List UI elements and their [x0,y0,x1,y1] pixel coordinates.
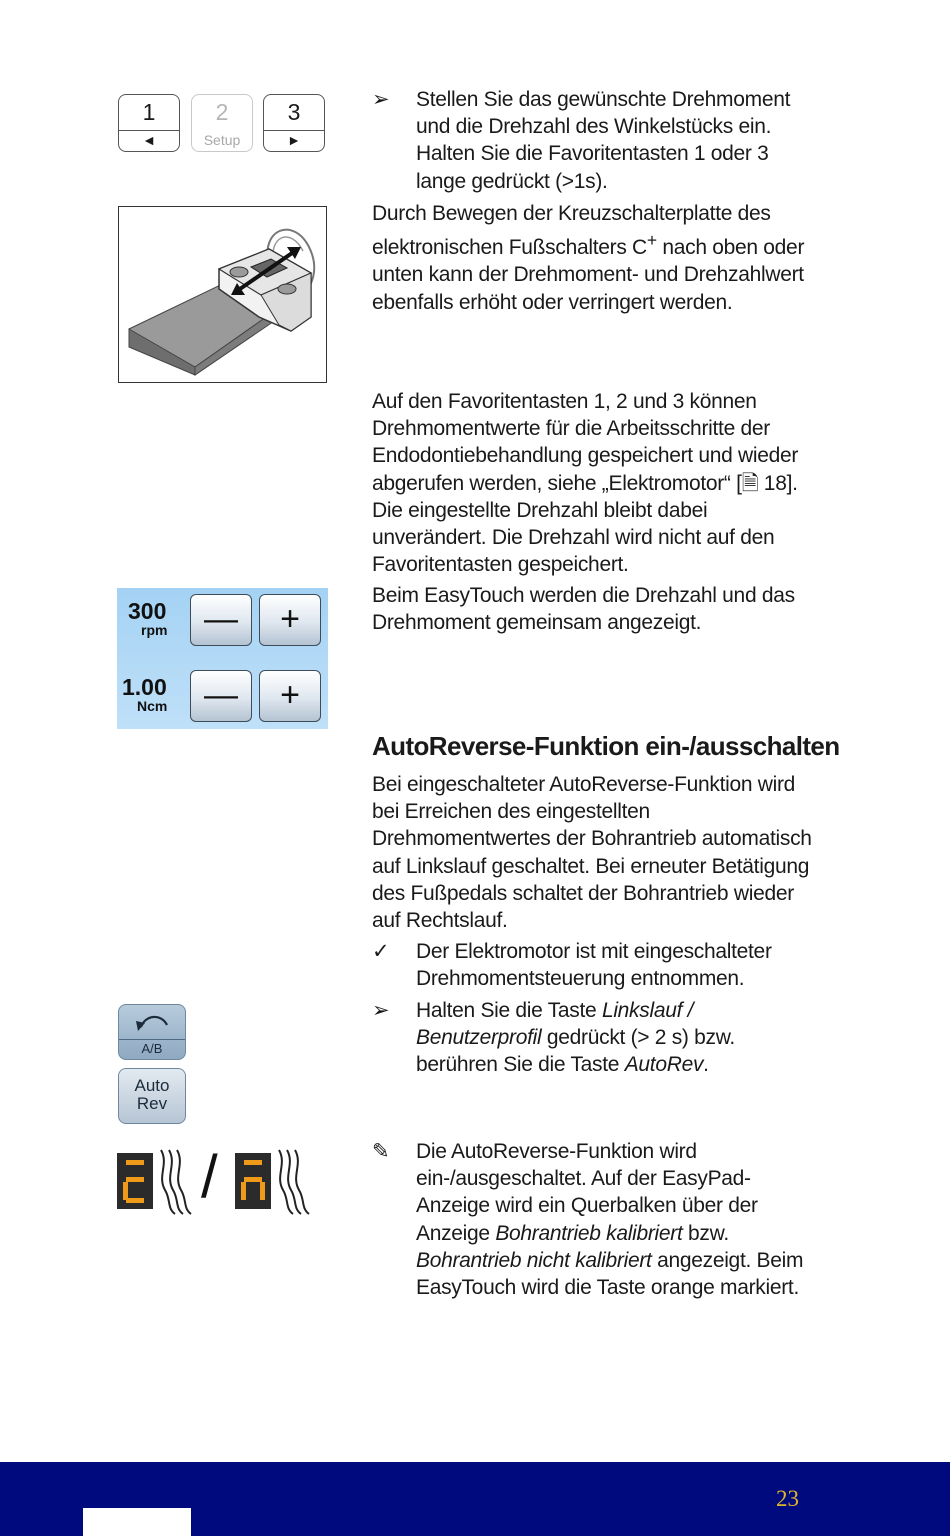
page-number: 23 [776,1486,799,1511]
paragraph-autoreverse: Bei eingeschalteter AutoReverse-Funktion wird bei Erreichen des eingestellten Drehmomentwertes der Bohrantrieb automatisch auf Linkslauf geschaltet. Bei erneuter Betätigung des Fußpedals schaltet der Bohrantrieb wieder auf Rechtslauf. [372,773,812,933]
result-icon: ✎ [372,1140,390,1163]
step-text: Stellen Sie das gewünschte Drehmoment und die Drehzahl des Winkelstücks ein. Halten Sie die Favoritentasten 1 oder 3 lange gedrückt (>1s). [416,88,791,193]
foot-switch-icon [119,207,327,383]
arrow-icon: ➢ [372,88,390,111]
paragraph-easytouch: Beim EasyTouch werden die Drehzahl und das Drehmoment gemeinsam angezeigt. [372,584,795,635]
plus-icon: + [280,600,300,638]
favorite-key-2-setup[interactable] [191,94,253,152]
arrow-icon: ➢ [372,999,390,1022]
check-icon: ✓ [372,940,390,963]
torque-plus-button[interactable] [259,670,321,722]
key-label: Auto Rev [134,1076,170,1113]
section-heading: AutoReverse-Funktion ein-/ausschalten [372,731,840,761]
step-text: Halten Sie die Taste Linkslauf / Benutzerprofil gedrückt (> 2 s) bzw. berühren Sie die Taste AutoRev. [416,999,735,1077]
check-text: Der Elektromotor ist mit eingeschalteter Drehmomentsteuerung entnommen. [416,940,772,991]
page-footer [0,1462,950,1536]
favorite-key-3[interactable] [263,94,325,152]
display-separator: / [201,1143,218,1210]
easypad-display-illustration [117,1143,317,1216]
left-arrow-icon: ◄ [119,130,179,149]
setup-label: Setup [203,132,241,148]
footer-tab [83,1508,191,1536]
key-number: 2 [215,99,229,125]
foot-switch-illustration [118,206,327,383]
torque-value: 1.00 [122,674,167,700]
paragraph-favorites: Auf den Favoritentasten 1, 2 und 3 können Drehmomentwerte für die Arbeitsschritte der Endodontiebehandlung gespeichert und wieder abgerufen werden, siehe „Elektromotor“ [🗎 18]. Die eingestellte Drehzahl bleibt dabei unverändert. Die Drehzahl wird nicht auf den Favoritentasten gespeichert. [372,390,799,577]
easytouch-panel [117,588,328,729]
favorite-key-1[interactable] [118,94,180,152]
torque-unit: Ncm [137,698,168,714]
autorev-key[interactable] [118,1068,186,1124]
plus-icon: + [280,676,300,714]
torque-minus-button[interactable] [190,670,252,722]
result-text: Die AutoReverse-Funktion wird ein-/ausgeschaltet. Auf der EasyPad-Anzeige wird ein Querbalken über der Anzeige Bohrantrieb kalibriert bzw. Bohrantrieb nicht kalibriert angezeigt. Beim EasyTouch wird die Taste orange markiert. [416,1140,804,1300]
left-rotation-key[interactable] [118,1004,186,1060]
speed-plus-button[interactable] [259,594,321,646]
minus-icon: — [204,600,238,638]
paragraph-foot-switch: Durch Bewegen der Kreuzschalterplatte des elektronischen Fußschalters C+ nach oben oder unten kann der Drehmoment- und Drehzahlwert ebenfalls erhöht oder verringert werden. [372,202,805,314]
key-number: 3 [287,99,301,125]
key-label: A/B [119,1039,185,1057]
right-arrow-icon: ► [264,130,324,149]
minus-icon: — [204,676,238,714]
rotate-left-icon [119,1005,187,1041]
speed-minus-button[interactable] [190,594,252,646]
speed-value: 300 [128,598,167,624]
key-number: 1 [142,99,156,125]
speed-unit: rpm [141,622,168,638]
